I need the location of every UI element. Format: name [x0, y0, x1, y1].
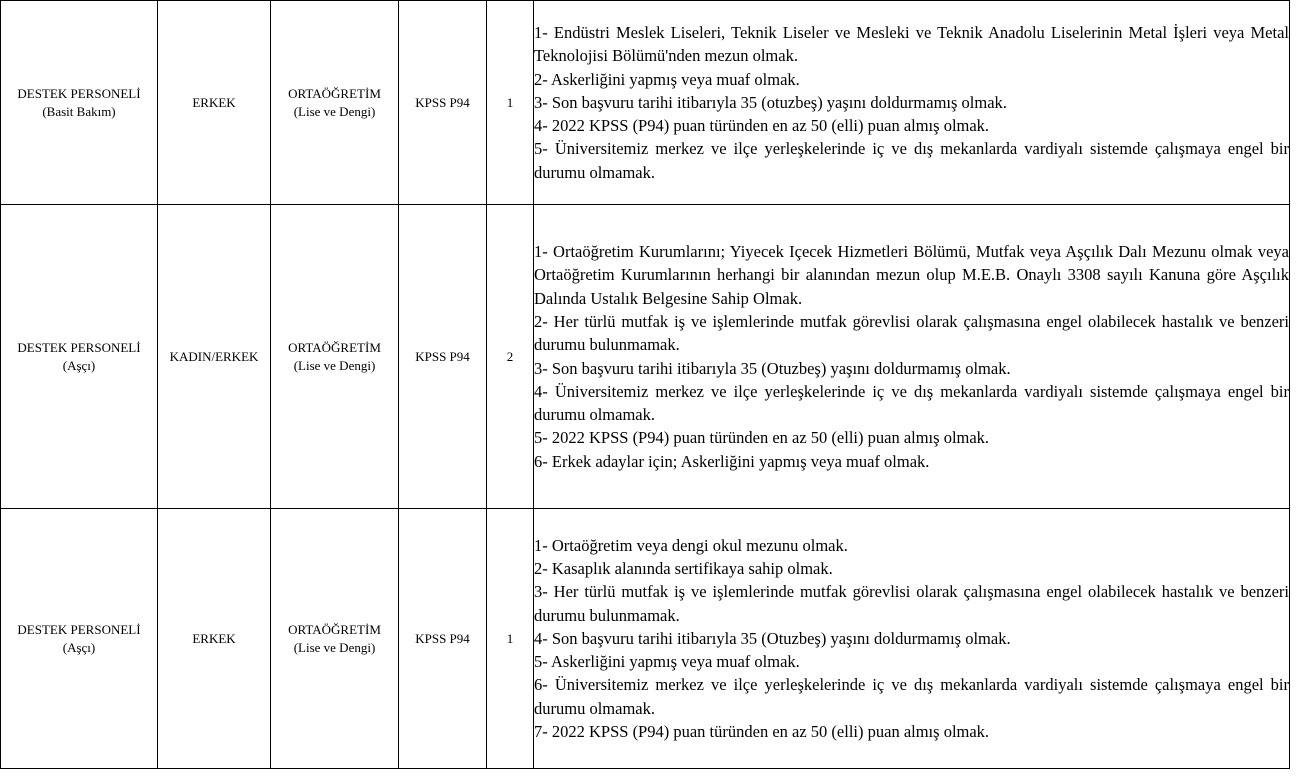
position-note: (Basit Bakım)	[42, 103, 116, 119]
requirement-item: 6- Erkek adaylar için; Askerliğini yapmış veya muaf olmak.	[534, 451, 930, 471]
education-note: (Lise ve Dengi)	[293, 103, 376, 119]
table-row	[1, 205, 1290, 509]
education-cell	[271, 205, 399, 509]
requirement-item: 4- Üniversitemiz merkez ve ilçe yerleşkelerinde iç ve dış mekanlarda vardiyalı sistemde çalışmaya engel bir durumu olmamak.	[534, 381, 1289, 425]
education-level: ORTAÖĞRETİM	[288, 621, 381, 637]
position-note: (Aşçı)	[62, 639, 96, 655]
requirement-item: 5- Üniversitemiz merkez ve ilçe yerleşkelerinde iç ve dış mekanlarda vardiyalı sistemde çalışmaya engel bir durumu olmamak.	[534, 139, 1289, 182]
requirement-item: 1- Ortaöğretim veya dengi okul mezunu olmak.	[534, 535, 848, 555]
count-cell: 1	[487, 1, 534, 205]
requirement-item: 1- Ortaöğretim Kurumlarını; Yiyecek Içecek Hizmetleri Bölümü, Mutfak veya Aşçılık Dalı Mezunu olmak veya Ortaöğretim Kurumlarının herhangi bir alanından mezun olup M.E.B. Onaylı 3308 sayılı Kanuna göre Aşçılık Dalında Ustalık Belgesine Sahip Olmak.	[534, 242, 1289, 308]
requirement-item: 3- Son başvuru tarihi itibarıyla 35 (Otuzbeş) yaşını doldurmamış olmak.	[534, 358, 1011, 378]
position-note: (Aşçı)	[62, 357, 96, 373]
table-row	[1, 1, 1290, 205]
requirement-item: 5- 2022 KPSS (P94) puan türünden en az 50 (elli) puan almış olmak.	[534, 428, 990, 448]
count-cell: 2	[487, 205, 534, 509]
requirement-item: 5- Askerliğini yapmış veya muaf olmak.	[534, 652, 800, 672]
gender-cell: ERKEK	[158, 1, 271, 205]
education-level: ORTAÖĞRETİM	[288, 85, 381, 101]
score-type-cell: KPSS P94	[399, 509, 487, 769]
requirements-cell	[534, 1, 1290, 205]
requirements-cell	[534, 509, 1290, 769]
education-level: ORTAÖĞRETİM	[288, 339, 381, 355]
position-cell	[1, 205, 158, 509]
requirement-item: 6- Üniversitemiz merkez ve ilçe yerleşkelerinde iç ve dış mekanlarda vardiyalı sistemde çalışmaya engel bir durumu olmamak.	[534, 675, 1289, 718]
education-note: (Lise ve Dengi)	[293, 357, 376, 373]
gender-cell: ERKEK	[158, 509, 271, 769]
education-cell	[271, 1, 399, 205]
requirement-item: 3- Her türlü mutfak iş ve işlemlerinde mutfak görevlisi olarak çalışmasına engel olabilecek hastalık ve benzeri durumu bulunmamak.	[534, 582, 1289, 625]
position-title: DESTEK PERSONELİ	[17, 339, 141, 355]
position-cell	[1, 1, 158, 205]
position-title: DESTEK PERSONELİ	[17, 621, 141, 637]
requirement-item: 1- Endüstri Meslek Liseleri, Teknik Liseler ve Mesleki ve Teknik Anadolu Liselerinin Metal İşleri veya Metal Teknolojisi Bölümü'nden mezun olmak.	[534, 22, 1289, 66]
requirement-item: 2- Her türlü mutfak iş ve işlemlerinde mutfak görevlisi olarak çalışmasına engel olabilecek hastalık ve benzeri durumu bulunmamak.	[534, 311, 1289, 355]
table-row	[1, 509, 1290, 769]
requirement-item: 7- 2022 KPSS (P94) puan türünden en az 50 (elli) puan almış olmak.	[534, 722, 990, 742]
gender-cell: KADIN/ERKEK	[158, 205, 271, 509]
requirement-item: 4- 2022 KPSS (P94) puan türünden en az 50 (elli) puan almış olmak.	[534, 116, 990, 136]
score-type-cell: KPSS P94	[399, 1, 487, 205]
education-cell	[271, 509, 399, 769]
requirement-item: 2- Kasaplık alanında sertifikaya sahip olmak.	[534, 558, 833, 578]
position-cell	[1, 509, 158, 769]
position-title: DESTEK PERSONELİ	[17, 85, 141, 101]
requirement-item: 4- Son başvuru tarihi itibarıyla 35 (Otuzbeş) yaşını doldurmamış olmak.	[534, 628, 1011, 648]
requirement-item: 3- Son başvuru tarihi itibarıyla 35 (otuzbeş) yaşını doldurmamış olmak.	[534, 92, 1007, 112]
requirements-cell	[534, 205, 1290, 509]
education-note: (Lise ve Dengi)	[293, 639, 376, 655]
requirement-item: 2- Askerliğini yapmış veya muaf olmak.	[534, 69, 800, 89]
count-cell: 1	[487, 509, 534, 769]
score-type-cell: KPSS P94	[399, 205, 487, 509]
